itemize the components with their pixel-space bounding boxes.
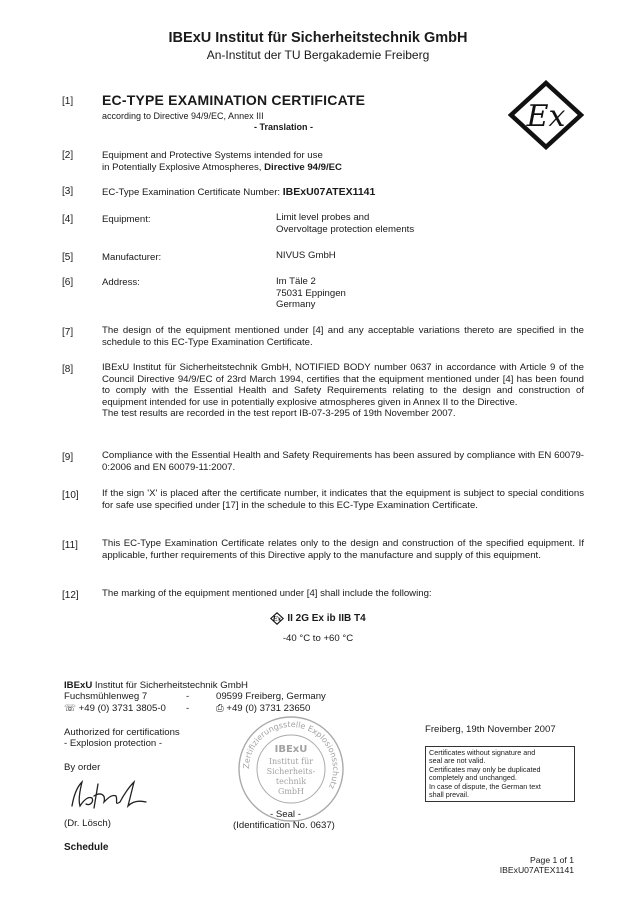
company-fax: ⎙ +49 (0) 3731 23650: [216, 702, 311, 714]
manufacturer-value: NIVUS GmbH: [276, 250, 336, 261]
section-10-text: If the sign 'X' is placed after the certificate number, it indicates that the equipment is subject to special conditions for safe use specified under [17] in the schedule to this EC-Type Examination Certificate.: [102, 488, 584, 511]
signer-name: (Dr. Lösch): [64, 818, 111, 829]
address-line: Germany: [276, 299, 316, 311]
company-contact-block: [64, 680, 326, 714]
ex-marking-icon: [270, 612, 284, 625]
company-name-bold: IBExU: [64, 680, 93, 691]
certificate-translation-note: - Translation -: [254, 122, 314, 132]
certificate-title: EC-TYPE EXAMINATION CERTIFICATE: [102, 92, 366, 108]
seal-identification: (Identification No. 0637): [233, 820, 335, 831]
address-value: [276, 276, 346, 311]
section-number-12: [12]: [62, 590, 79, 601]
seal-center-text: Sicherheits-: [266, 767, 316, 776]
authorization-line2: - Explosion protection -: [64, 738, 163, 750]
notice-line: Certificates may only be duplicated: [429, 764, 541, 774]
handwritten-signature: [64, 772, 154, 814]
section-number-5: [5]: [62, 252, 74, 263]
seal-label: - Seal -: [270, 809, 301, 820]
section-8-paragraph: IBExU Institut für Sicherheitstechnik GmbH, NOTIFIED BODY number 0637 in accordance with Article 9 of the Council Directive 94/9/EC of 23rd March 1994, certifies that the equipment mentioned under [4] has been found to comply with the Essential Health and Safety Requirements relating to the design and construction of equipment intended for use in potentially explosive atmospheres given in Annex II to the Directive.: [102, 362, 584, 408]
equipment-line: Overvoltage protection elements: [276, 223, 415, 235]
section-2-text: [102, 150, 584, 173]
certificate-directive: according to Directive 94/9/EC, Annex III: [102, 111, 264, 121]
section-2-line1: Equipment and Protective Systems intended for use: [102, 150, 323, 161]
page-info: [500, 855, 574, 875]
company-phone: ☏ +49 (0) 3731 3805-0: [64, 702, 166, 714]
equipment-line: Limit level probes and: [276, 212, 370, 223]
equipment-marking: [0, 612, 636, 644]
separator: -: [186, 691, 190, 703]
marking-code: II 2G Ex ib IIB T4: [287, 613, 366, 624]
section-12-text: The marking of the equipment mentioned under [4] shall include the following:: [102, 588, 432, 599]
company-name-rest: Institut für Sicherheitstechnik GmbH: [92, 680, 248, 691]
issue-date: Freiberg, 19th November 2007: [425, 724, 556, 735]
section-9-text: Compliance with the Essential Health and Safety Requirements has been assured by compliance with EN 60079-0:2006 and EN 60079-11:2007.: [102, 450, 584, 473]
equipment-label: Equipment:: [102, 214, 151, 225]
authorization-line1: Authorized for certifications: [64, 727, 180, 738]
address-line: 75031 Eppingen: [276, 287, 346, 299]
company-city: 09599 Freiberg, Germany: [216, 691, 326, 703]
company-name: [64, 680, 326, 691]
address-label: Address:: [102, 277, 140, 288]
official-seal: [236, 714, 346, 824]
institute-affiliation: An-Institut der TU Bergakademie Freiberg: [206, 48, 430, 62]
section-number-1: [1]: [62, 96, 74, 107]
document-id: IBExU07ATEX1141: [499, 865, 574, 875]
by-order-label: By order: [64, 762, 101, 773]
section-number-3: [3]: [62, 186, 74, 197]
svg-text:Ex: Ex: [526, 99, 566, 134]
notice-line: Certificates without signature and: [429, 748, 536, 757]
authorization-block: [64, 727, 180, 750]
schedule-heading: Schedule: [64, 842, 109, 853]
notice-line: shall prevail.: [429, 790, 469, 800]
section-11-text: This EC-Type Examination Certificate relates only to the design and construction of the specified equipment. If applicable, further requirements of this Directive apply to the manufacture and supply of this equipment.: [102, 538, 584, 561]
section-8-test-report: The test results are recorded in the test report IB-07-3-295 of 19th November 2007.: [102, 408, 456, 420]
section-number-8: [8]: [62, 364, 74, 375]
institute-name: IBExU Institut für Sicherheitstechnik GmbH: [168, 30, 468, 46]
section-7-text: The design of the equipment mentioned under [4] and any acceptable variations thereto are specified in the schedule to this EC-Type Examination Certificate.: [102, 325, 584, 348]
address-row: [64, 691, 326, 702]
document-header: [0, 30, 636, 62]
seal-center-text: GmbH: [277, 787, 305, 796]
seal-center-text: IBExU: [274, 744, 308, 755]
equipment-value: [276, 212, 414, 235]
marking-code-row: [270, 612, 365, 625]
notice-line: In case of dispute, the German text: [429, 781, 541, 791]
section-number-4: [4]: [62, 214, 74, 225]
seal-center-text: technik: [275, 777, 307, 786]
separator: -: [186, 702, 190, 714]
certificate-number-label: EC-Type Examination Certificate Number:: [102, 187, 283, 198]
address-line: Im Täle 2: [276, 276, 316, 287]
section-number-9: [9]: [62, 452, 74, 463]
section-2-line2-text: in Potentially Explosive Atmospheres,: [102, 161, 265, 173]
section-number-6: [6]: [62, 277, 74, 288]
seal-center-text: Institut für: [268, 757, 314, 766]
marking-temperature: -40 °C to +60 °C: [282, 633, 354, 644]
manufacturer-label: Manufacturer:: [102, 252, 162, 263]
directive-reference: Directive 94/9/EC: [264, 161, 342, 173]
notice-line: seal are not valid.: [429, 756, 486, 766]
validity-notice: [425, 746, 575, 802]
section-number-10: [10]: [62, 490, 79, 501]
company-street: Fuchsmühlenweg 7: [64, 691, 148, 703]
section-number-11: [11]: [62, 540, 78, 551]
svg-text:Ex: Ex: [272, 615, 282, 623]
section-8-text: [102, 362, 584, 420]
certificate-number-row: [102, 186, 375, 198]
certificate-number-value: IBExU07ATEX1141: [282, 186, 376, 198]
seal-ring-text: Zertifizierungsstelle Explosionsschutz: [241, 719, 341, 791]
notice-line: completely and unchanged.: [429, 773, 517, 783]
ex-hexagon-logo: [508, 80, 584, 150]
section-2-line2: [102, 162, 584, 174]
section-number-2: [2]: [62, 150, 74, 161]
page-number: Page 1 of 1: [530, 855, 574, 865]
section-number-7: [7]: [62, 327, 74, 338]
phone-row: [64, 703, 326, 714]
